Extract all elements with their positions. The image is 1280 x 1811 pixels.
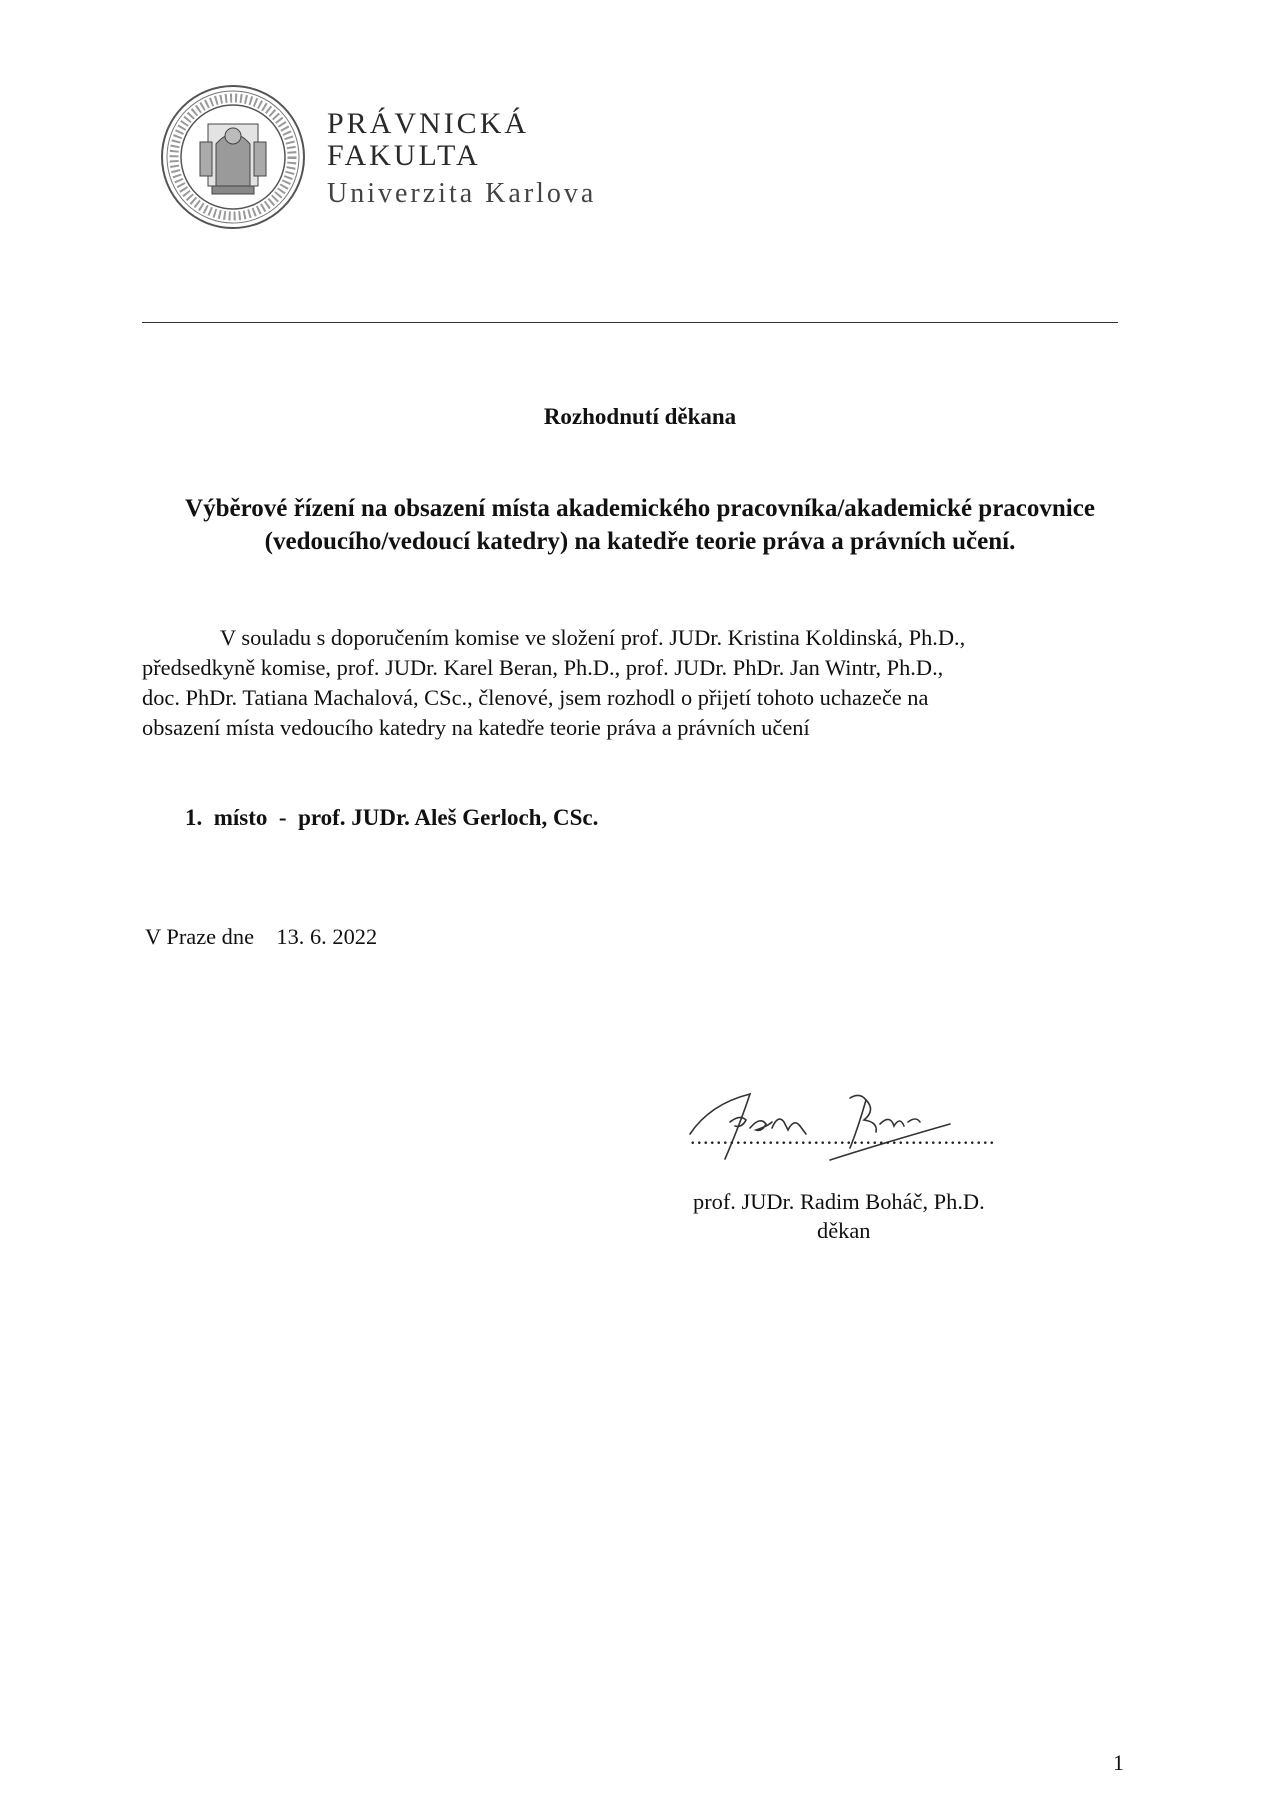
paragraph-line: doc. PhDr. Tatiana Machalová, CSc., členové, jsem rozhodl o přijetí tohoto uchazeče na xyxy=(142,685,929,710)
document-subject: Výběrové řízení na obsazení místa akademického pracovníka/akademické pracovnice (vedoucího/vedoucí katedry) na katedře teorie práva a právních učení. xyxy=(185,495,1095,555)
paragraph-line: obsazení místa vedoucího katedry na katedře teorie práva a právních učení xyxy=(142,715,810,740)
signer-name: prof. JUDr. Radim Boháč, Ph.D. xyxy=(693,1189,985,1214)
handwritten-signature xyxy=(680,1064,1000,1174)
paragraph-line: předsedkyně komise, prof. JUDr. Karel Beran, Ph.D., prof. JUDr. PhDr. Jan Wintr, Ph.D., xyxy=(142,655,944,680)
decision-paragraph xyxy=(142,623,1102,743)
place-and-date: V Praze dne 13. 6. 2022 xyxy=(145,924,378,949)
faculty-name-line2: FAKULTA xyxy=(327,139,481,172)
letterhead-divider xyxy=(142,322,1118,323)
university-seal-icon xyxy=(160,84,306,230)
faculty-name-line1: PRÁVNICKÁ xyxy=(327,107,530,140)
signer-role: děkan xyxy=(817,1218,871,1243)
paragraph-line: V souladu s doporučením komise ve složení prof. JUDr. Kristina Koldinská, Ph.D., xyxy=(220,625,966,650)
page-number: 1 xyxy=(1113,1750,1124,1775)
university-name: Univerzita Karlova xyxy=(327,178,597,209)
document-title: Rozhodnutí děkana xyxy=(543,404,737,429)
signature-line: ............................................... xyxy=(690,1124,996,1149)
selection-result: 1. místo - prof. JUDr. Aleš Gerloch, CSc. xyxy=(185,805,599,830)
